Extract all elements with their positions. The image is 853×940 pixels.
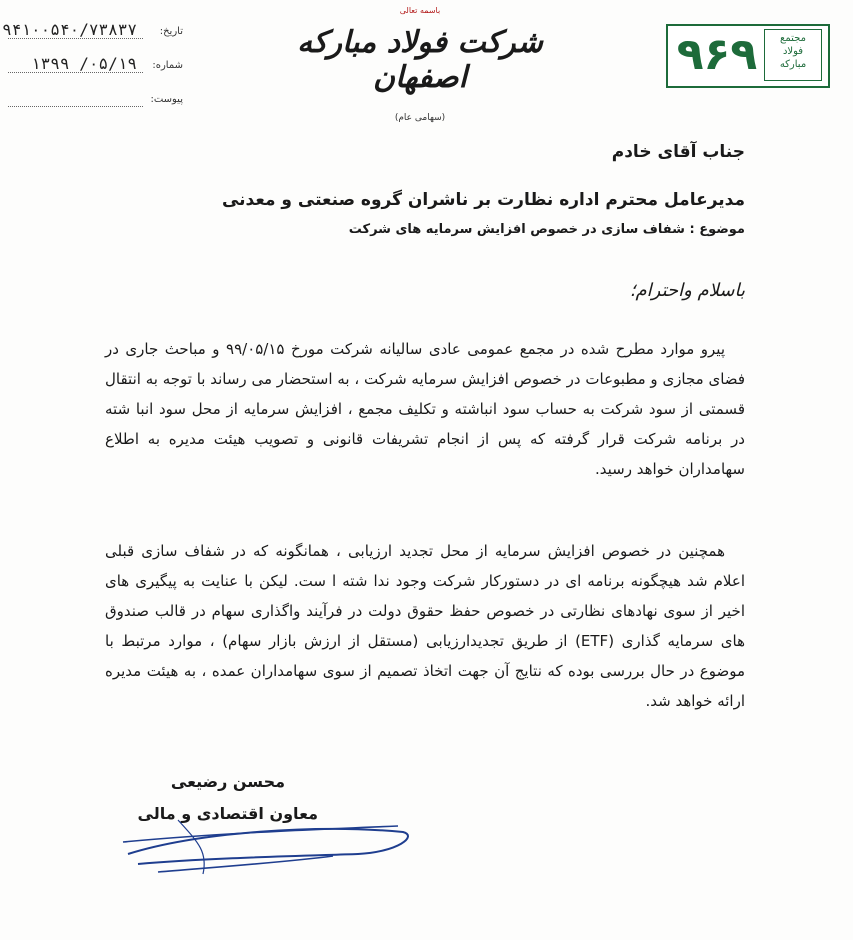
logo-text-line-2: فولاد <box>782 46 804 57</box>
signatory-name: محسن رضیعی <box>170 772 285 791</box>
letterhead <box>290 6 550 123</box>
subject-label: موضوع : <box>689 222 745 237</box>
logo-mark-icon: ۹۶۹ <box>676 29 758 80</box>
logo-text <box>764 29 822 81</box>
body-paragraph-2: همچنین در خصوص افزایش سرمایه از محل تجدید ارزیابی ، همانگونه که در شفاف سازی قبلی اعلام شد هیچگونه برنامه ای در دستورکار شرکت وجود ندا شته ا ست. لیکن با عنایت به پیگیری های اخیر از سوی نهادهای نظارتی در خصوص حفظ حقوق دولت در فرآیند واگذاری سهام در قالب صندوق های سرمایه گذاری (ETF) از طریق تجدیدارزیابی (مستقل از ارزش بازار سهام) ، موارد مرتبط با موضوع در حال بررسی بوده که نتایج آن جهت اتخاذ تصمیم از سوی سهامداران عمده ، به هیئت مدیره ارائه خواهد شد. <box>105 542 745 710</box>
number-row <box>8 56 183 90</box>
number-value: ۱۳۹۹ /۰۵/۱۹ <box>31 54 137 73</box>
letter-meta <box>2 20 183 124</box>
date-row <box>2 20 183 56</box>
logo-text-line-1: مجتمع <box>780 33 806 44</box>
recipient-name: جناب آقای خادم <box>611 142 745 162</box>
logo-text-line-3: مبارکه <box>779 59 807 70</box>
date-value: ۹۴۱۰۰۵۴۰/۷۳۸۳۷ <box>2 20 137 39</box>
salutation: باسلام واحترام؛ <box>629 280 745 301</box>
company-type: (سهامی عام) <box>394 113 446 123</box>
attachment-row <box>8 90 183 124</box>
subject-line <box>105 222 745 237</box>
date-label: تاریخ: <box>159 26 183 37</box>
attachment-label: پیوست: <box>150 94 183 105</box>
attachment-line <box>8 106 143 107</box>
body-paragraph-1: پیرو موارد مطرح شده در مجمع عمومی عادی سالیانه شرکت مورخ ۹۹/۰۵/۱۵ و مباحث جاری در فضای مجازی و مطبوعات در خصوص افزایش سرمایه شرکت ، به استحضار می رساند با توجه به انتقال قسمتی از سود شرکت به حساب سود انباشته و تکلیف مجمع ، افزایش سرمایه از محل سود انبا شته در برنامه شرکت قرار گرفته که پس از انجام تشریفات قانونی و تصویب هیئت مدیره به اطلاع سهامداران خواهد رسید. <box>105 340 745 478</box>
basmala: باسمه تعالی <box>399 6 441 15</box>
handwritten-signature <box>118 812 418 882</box>
number-label: شماره: <box>152 60 183 71</box>
recipient-title: مدیرعامل محترم اداره نظارت بر ناشران گروه صنعتی و معدنی <box>221 190 745 210</box>
signatory-title: معاون اقتصادی و مالی <box>137 804 318 823</box>
subject-text: شفاف سازی در خصوص افزایش سرمایه های شرکت <box>348 222 685 237</box>
company-logo <box>666 24 830 88</box>
company-name: شرکت فولاد مبارکه اصفهان <box>297 25 543 95</box>
